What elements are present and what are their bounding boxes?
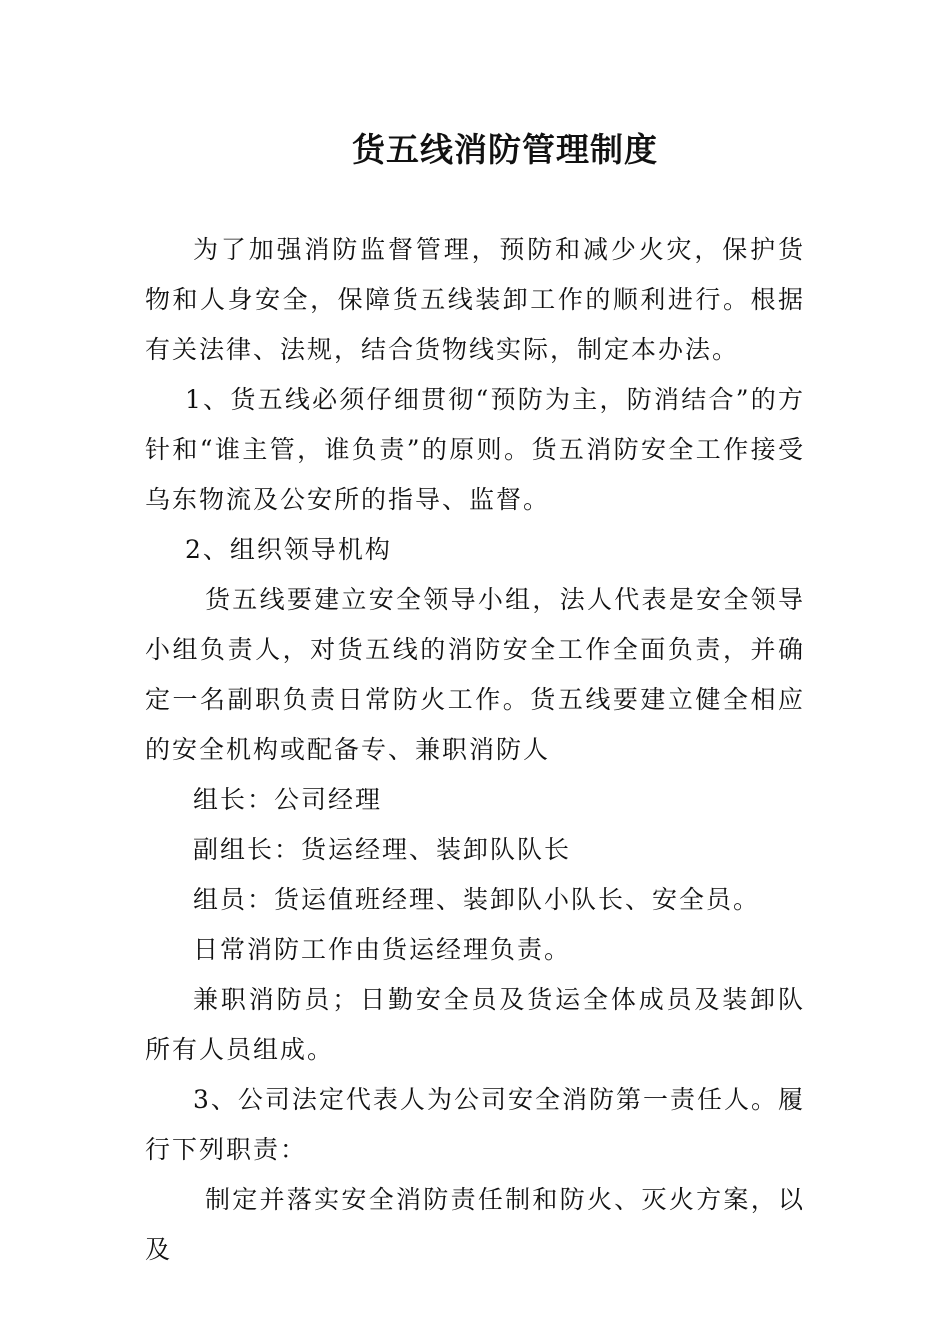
paragraph-organization: 货五线要建立安全领导小组，法人代表是安全领导小组负责人，对货五线的消防安全工作全面负责，并确定一名副职负责日常防火工作。货五线要建立健全相应的安全机构或配备专、兼职消防人 — [145, 585, 805, 764]
paragraph-deputy-leader: 副组长：货运经理、装卸队队长 — [193, 835, 572, 864]
paragraph-item-1: 1、货五线必须仔细贯彻“预防为主，防消结合”的方针和“谁主管，谁负责”的原则。货五消防安全工作接受乌东物流及公安所的指导、监督。 — [145, 385, 805, 514]
paragraph-duties: 制定并落实安全消防责任制和防火、灭火方案，以及 — [145, 1185, 805, 1264]
paragraph-part-time-firefighters: 兼职消防员；日勤安全员及货运全体成员及装卸队所有人员组成。 — [145, 985, 805, 1064]
paragraph-daily-responsibility: 日常消防工作由货运经理负责。 — [193, 935, 572, 964]
paragraph-members: 组员：货运值班经理、装卸队小队长、安全员。 — [193, 885, 761, 914]
document-body — [145, 225, 805, 1275]
document-title: 货五线消防管理制度 — [352, 130, 658, 169]
paragraph-item-2-heading: 2、组织领导机构 — [185, 535, 392, 564]
paragraph-group-leader: 组长：公司经理 — [193, 785, 383, 814]
paragraph-item-3: 3、公司法定代表人为公司安全消防第一责任人。履行下列职责： — [145, 1085, 805, 1164]
paragraph-intro: 为了加强消防监督管理，预防和减少火灾，保护货物和人身安全，保障货五线装卸工作的顺利进行。根据有关法律、法规，结合货物线实际，制定本办法。 — [145, 235, 805, 364]
